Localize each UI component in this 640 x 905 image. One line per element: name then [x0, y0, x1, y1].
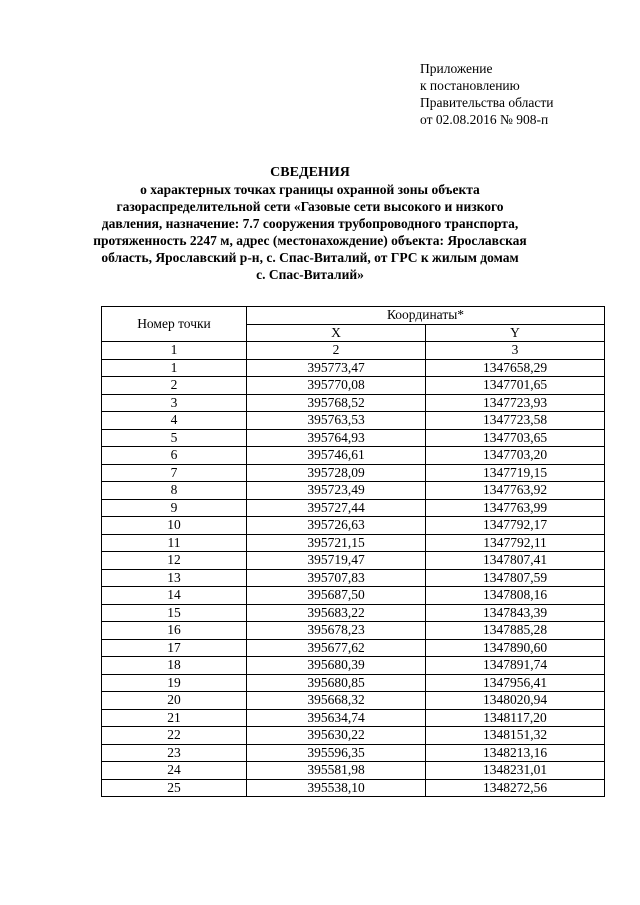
y-coordinate-cell: 1347890,60: [426, 639, 605, 657]
y-coordinate-cell: 1348272,56: [426, 779, 605, 797]
point-number-cell: 5: [102, 429, 247, 447]
point-number-cell: 12: [102, 552, 247, 570]
y-coordinate-cell: 1347719,15: [426, 464, 605, 482]
table-row: [102, 464, 605, 482]
table-row: [102, 569, 605, 587]
table-row: [102, 394, 605, 412]
y-coordinate-cell: 1347807,41: [426, 552, 605, 570]
point-number-cell: 24: [102, 762, 247, 780]
y-coordinate-cell: 1347891,74: [426, 657, 605, 675]
y-coordinate-cell: 1348231,01: [426, 762, 605, 780]
point-number-cell: 18: [102, 657, 247, 675]
column-number: 3: [426, 342, 605, 360]
heading-line: область, Ярославский р-н, с. Спас-Виталий, от ГРС к жилым домам: [101, 250, 519, 265]
x-coordinate-cell: 395723,49: [247, 482, 426, 500]
appendix-line: от 02.08.2016 № 908-п: [420, 112, 549, 127]
point-number-cell: 15: [102, 604, 247, 622]
x-coordinate-cell: 395727,44: [247, 499, 426, 517]
x-coordinate-cell: 395596,35: [247, 744, 426, 762]
point-number-cell: 2: [102, 377, 247, 395]
x-coordinate-cell: 395581,98: [247, 762, 426, 780]
x-coordinate-cell: 395634,74: [247, 709, 426, 727]
y-coordinate-cell: 1348151,32: [426, 727, 605, 745]
heading-line: давления, назначение: 7.7 сооружения трубопроводного транспорта,: [101, 216, 519, 231]
heading-line: с. Спас-Виталий»: [256, 267, 364, 282]
x-coordinate-cell: 395630,22: [247, 727, 426, 745]
x-coordinate-cell: 395680,85: [247, 674, 426, 692]
point-number-cell: 1: [102, 359, 247, 377]
x-coordinate-cell: 395678,23: [247, 622, 426, 640]
table-row: [102, 377, 605, 395]
y-coordinate-cell: 1347885,28: [426, 622, 605, 640]
y-coordinate-cell: 1347808,16: [426, 587, 605, 605]
point-number-cell: 6: [102, 447, 247, 465]
y-coordinate-cell: 1347703,65: [426, 429, 605, 447]
appendix-line: Приложение: [420, 61, 493, 76]
point-number-cell: 19: [102, 674, 247, 692]
table-row: [102, 692, 605, 710]
point-number-cell: 8: [102, 482, 247, 500]
x-coordinate-cell: 395763,53: [247, 412, 426, 430]
point-number-cell: 9: [102, 499, 247, 517]
y-coordinate-cell: 1347956,41: [426, 674, 605, 692]
x-coordinate-cell: 395707,83: [247, 569, 426, 587]
coordinates-table: [101, 306, 605, 797]
y-coordinate-cell: 1347843,39: [426, 604, 605, 622]
table-row: [102, 429, 605, 447]
column-number: 2: [247, 342, 426, 360]
point-number-cell: 16: [102, 622, 247, 640]
table-row: [102, 779, 605, 797]
point-number-cell: 3: [102, 394, 247, 412]
table-row: [102, 447, 605, 465]
table-row: [102, 657, 605, 675]
table-row: [102, 482, 605, 500]
column-number-row: [102, 342, 605, 360]
point-number-cell: 7: [102, 464, 247, 482]
table-row: [102, 534, 605, 552]
table-row: [102, 709, 605, 727]
x-coordinate-cell: 395538,10: [247, 779, 426, 797]
heading-line: газораспределительной сети «Газовые сети высокого и низкого: [116, 199, 504, 214]
table-row: [102, 412, 605, 430]
y-coordinate-cell: 1347792,17: [426, 517, 605, 535]
heading-line: о характерных точках границы охранной зоны объекта: [140, 182, 480, 197]
header-coordinates: Координаты*: [247, 307, 605, 325]
point-number-cell: 11: [102, 534, 247, 552]
table-header-row: [102, 307, 605, 325]
y-coordinate-cell: 1347703,20: [426, 447, 605, 465]
x-coordinate-cell: 395746,61: [247, 447, 426, 465]
point-number-cell: 13: [102, 569, 247, 587]
appendix-line: к постановлению: [420, 78, 520, 93]
table-row: [102, 604, 605, 622]
table-row: [102, 552, 605, 570]
x-coordinate-cell: 395726,63: [247, 517, 426, 535]
table-row: [102, 674, 605, 692]
header-x: X: [247, 324, 426, 342]
y-coordinate-cell: 1347792,11: [426, 534, 605, 552]
point-number-cell: 10: [102, 517, 247, 535]
header-y: Y: [426, 324, 605, 342]
y-coordinate-cell: 1347723,58: [426, 412, 605, 430]
heading-line: протяженность 2247 м, адрес (местонахождение) объекта: Ярославская: [93, 233, 527, 248]
x-coordinate-cell: 395768,52: [247, 394, 426, 412]
header-point-number: Номер точки: [102, 307, 247, 342]
appendix-block: [420, 60, 553, 128]
y-coordinate-cell: 1347763,92: [426, 482, 605, 500]
x-coordinate-cell: 395773,47: [247, 359, 426, 377]
y-coordinate-cell: 1347701,65: [426, 377, 605, 395]
table-row: [102, 639, 605, 657]
y-coordinate-cell: 1347807,59: [426, 569, 605, 587]
y-coordinate-cell: 1348020,94: [426, 692, 605, 710]
table-row: [102, 517, 605, 535]
column-number: 1: [102, 342, 247, 360]
x-coordinate-cell: 395677,62: [247, 639, 426, 657]
x-coordinate-cell: 395764,93: [247, 429, 426, 447]
table-row: [102, 762, 605, 780]
y-coordinate-cell: 1348117,20: [426, 709, 605, 727]
x-coordinate-cell: 395770,08: [247, 377, 426, 395]
table-row: [102, 744, 605, 762]
point-number-cell: 25: [102, 779, 247, 797]
point-number-cell: 17: [102, 639, 247, 657]
document-title: СВЕДЕНИЯ: [270, 165, 350, 180]
document-heading: [90, 164, 530, 283]
x-coordinate-cell: 395683,22: [247, 604, 426, 622]
point-number-cell: 14: [102, 587, 247, 605]
table-row: [102, 622, 605, 640]
x-coordinate-cell: 395687,50: [247, 587, 426, 605]
table-row: [102, 727, 605, 745]
point-number-cell: 20: [102, 692, 247, 710]
y-coordinate-cell: 1348213,16: [426, 744, 605, 762]
table-row: [102, 587, 605, 605]
x-coordinate-cell: 395719,47: [247, 552, 426, 570]
table-body: [102, 359, 605, 797]
point-number-cell: 22: [102, 727, 247, 745]
point-number-cell: 21: [102, 709, 247, 727]
point-number-cell: 4: [102, 412, 247, 430]
x-coordinate-cell: 395668,32: [247, 692, 426, 710]
point-number-cell: 23: [102, 744, 247, 762]
x-coordinate-cell: 395728,09: [247, 464, 426, 482]
y-coordinate-cell: 1347763,99: [426, 499, 605, 517]
x-coordinate-cell: 395680,39: [247, 657, 426, 675]
table-row: [102, 499, 605, 517]
appendix-line: Правительства области: [420, 95, 554, 110]
x-coordinate-cell: 395721,15: [247, 534, 426, 552]
table-row: [102, 359, 605, 377]
y-coordinate-cell: 1347723,93: [426, 394, 605, 412]
y-coordinate-cell: 1347658,29: [426, 359, 605, 377]
